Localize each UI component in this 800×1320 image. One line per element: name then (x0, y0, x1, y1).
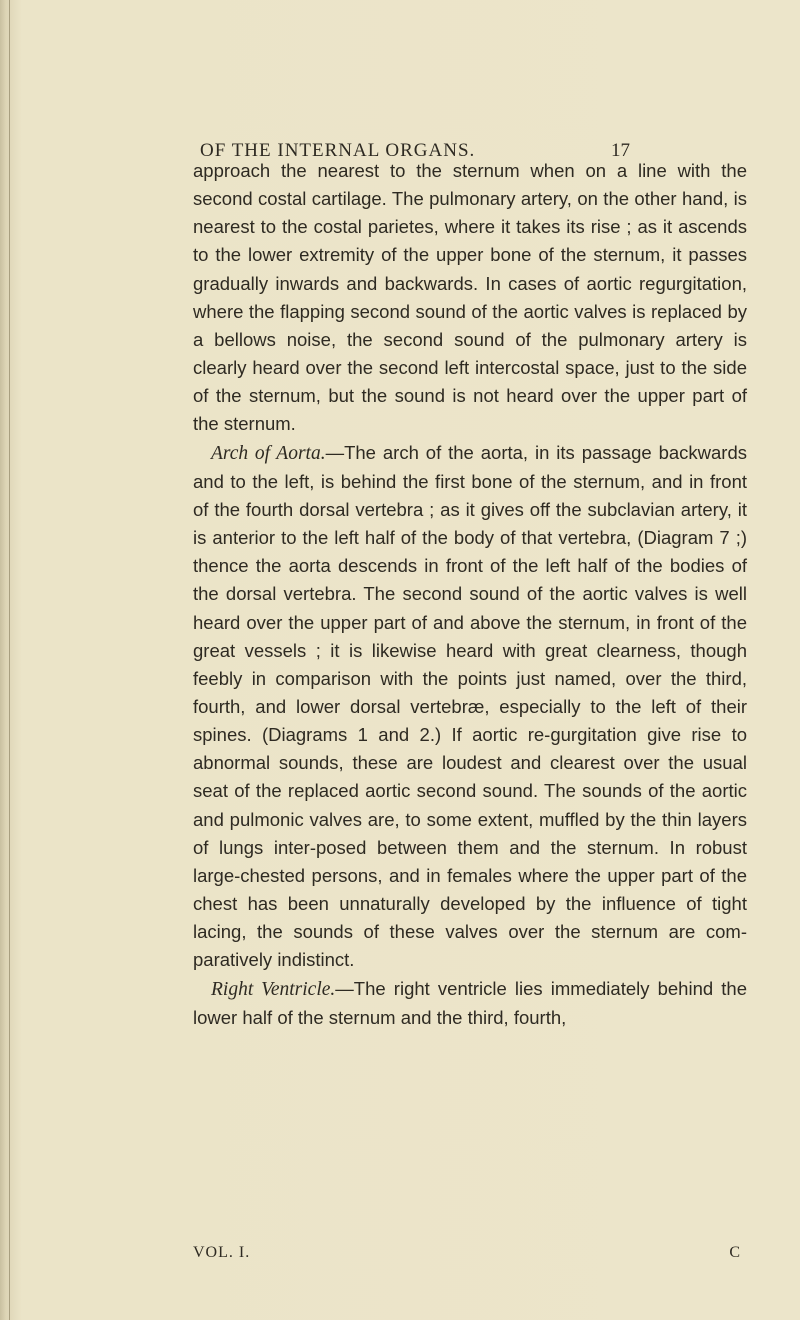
running-title: OF THE INTERNAL ORGANS. (200, 140, 476, 161)
page-gutter-edge (9, 0, 10, 1320)
body-text (193, 157, 747, 1032)
page-number: 17 (611, 140, 630, 161)
page-footer (193, 1244, 747, 1270)
volume-signature: VOL. I. (193, 1244, 251, 1261)
paragraph (193, 975, 747, 1032)
section-heading-right-ventricle: Right Ventricle. (211, 978, 336, 1000)
paragraph-text: —The right ventricle lies immediately behind the lower half of the sternum and the third, fourth, (193, 977, 747, 1028)
gathering-signature: C (729, 1244, 741, 1261)
paragraph (193, 157, 747, 439)
paragraph-text: approach the nearest to the sternum when on a line with the second costal cartilage. The pulmonary artery, on the other hand, is nearest to the costal parietes, where it takes its rise ; as it ascends to the lower extremity of the upper bone of the sternum, it passes gradually inwards and backwards. In cases of aortic regurgitation, where the flapping second sound of the aortic valves is replaced by a bellows noise, the second sound of the pulmonary artery is clearly heard over the second left intercostal space, just to the side of the sternum, but the sound is not heard over the upper part of the sternum. (193, 160, 747, 435)
paragraph (193, 439, 747, 975)
paragraph-text: —The arch of the aorta, in its passage backwards and to the left, is behind the first bone of the sternum, and in front of the fourth dorsal vertebra ; as it gives off the subclavian artery, it is anterior to the left half of the body of that vertebra, (Diagram 7 ;) thence the aorta descends in front of the left half of the bodies of the dorsal vertebra. The second sound of the aortic valves is well heard over the upper part of and above the sternum, in front of the great vessels ; it is likewise heard with great clearness, though feebly in comparison with the points just named, over the third, fourth, and lower dorsal vertebræ, especially to the left of their spines. (Diagrams 1 and 2.) If aortic re-gurgitation give rise to abnormal sounds, these are loudest and clearest over the usual seat of the replaced aortic second sound. The sounds of the aortic and pulmonic valves are, to some extent, muffled by the thin layers of lungs inter-posed between them and the sternum. In robust large-chested persons, and in females where the upper part of the chest has been unnaturally developed by the influence of tight lacing, the sounds of these valves over the sternum are com-paratively indistinct. (193, 441, 747, 971)
section-heading-arch-of-aorta: Arch of Aorta. (211, 442, 326, 464)
